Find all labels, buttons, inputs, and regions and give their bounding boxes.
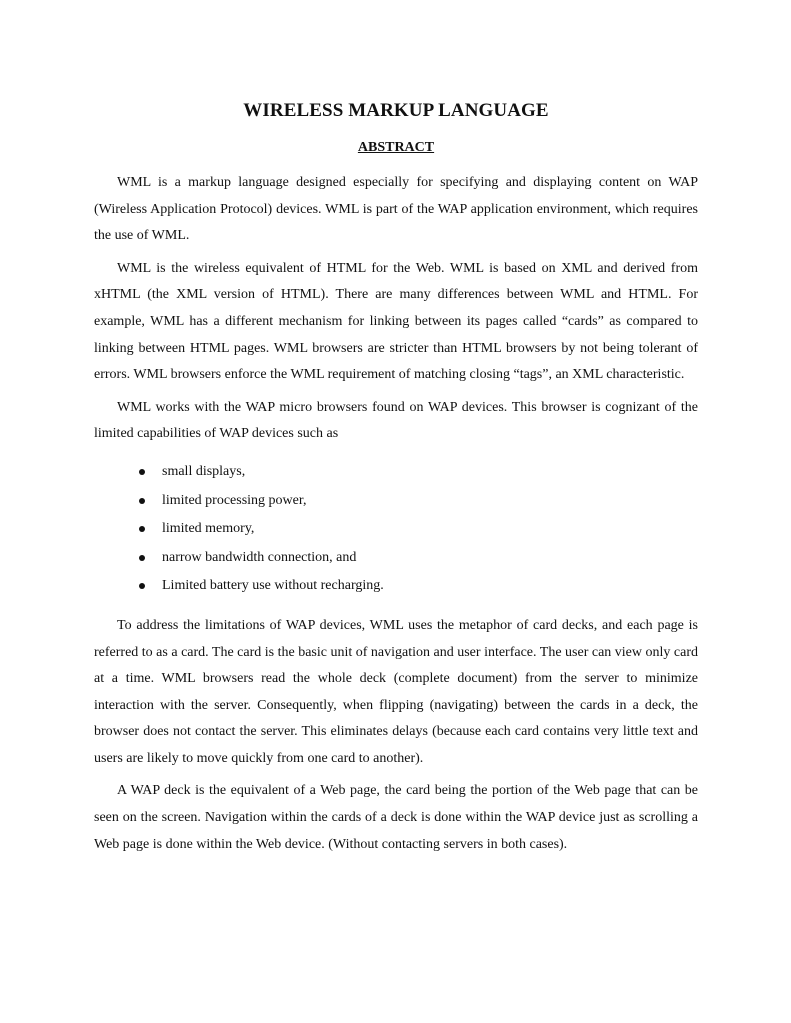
- list-item-text: limited processing power,: [162, 492, 307, 508]
- paragraph-card-decks: To address the limitations of WAP devices, WML uses the metaphor of card decks, and each page is referred to as a card. The card is the basic unit of navigation and user interface. The user can view only card at a time. WML browsers read the whole deck (complete document) from the server to minimize interaction with the server. Consequently, when flipping (navigating) between the cards in a deck, the browser does not contact the server. This eliminates delays (because each card contains very little text and users are likely to move quickly from one card to another).: [94, 617, 698, 766]
- list-item: [139, 515, 698, 544]
- bullet-icon: [139, 555, 145, 561]
- list-item-text: Limited battery use without recharging.: [162, 578, 384, 594]
- list-item: [139, 572, 698, 601]
- document-body: [94, 170, 698, 864]
- section-heading-abstract: ABSTRACT: [357, 140, 435, 155]
- list-item: [139, 544, 698, 573]
- bullet-icon: [139, 469, 145, 475]
- limitations-list: [94, 458, 698, 601]
- bullet-icon: [139, 526, 145, 532]
- bullet-icon: [139, 583, 145, 589]
- paragraph-wap-deck: A WAP deck is the equivalent of a Web page, the card being the portion of the Web page that can be seen on the screen. Navigation within the cards of a deck is done within the WAP device just as scrolling a Web page is done within the Web device. (Without contacting servers in both cases).: [94, 783, 698, 852]
- list-item-text: small displays,: [162, 463, 246, 479]
- paragraph-micro-browsers: WML works with the WAP micro browsers found on WAP devices. This browser is cognizant of the limited capabilities of WAP devices such as: [94, 399, 698, 442]
- list-item: [139, 487, 698, 516]
- list-item-text: limited memory,: [162, 521, 255, 537]
- document-title: WIRELESS MARKUP LANGUAGE: [243, 100, 549, 121]
- list-item-text: narrow bandwidth connection, and: [162, 549, 357, 565]
- list-item: [139, 458, 698, 487]
- paragraph-html-comparison: WML is the wireless equivalent of HTML for the Web. WML is based on XML and derived from xHTML (the XML version of HTML). There are many differences between WML and HTML. For example, WML has a different mechanism for linking between its pages called “cards” as compared to linking between HTML pages. WML browsers are stricter than HTML browsers by not being tolerant of errors. WML browsers enforce the WML requirement of matching closing “tags”, an XML characteristic.: [94, 260, 698, 383]
- bullet-icon: [139, 498, 145, 504]
- paragraph-intro: WML is a markup language designed especially for specifying and displaying content on WAP (Wireless Application Protocol) devices. WML is part of the WAP application environment, which requires the use of WML.: [94, 175, 698, 244]
